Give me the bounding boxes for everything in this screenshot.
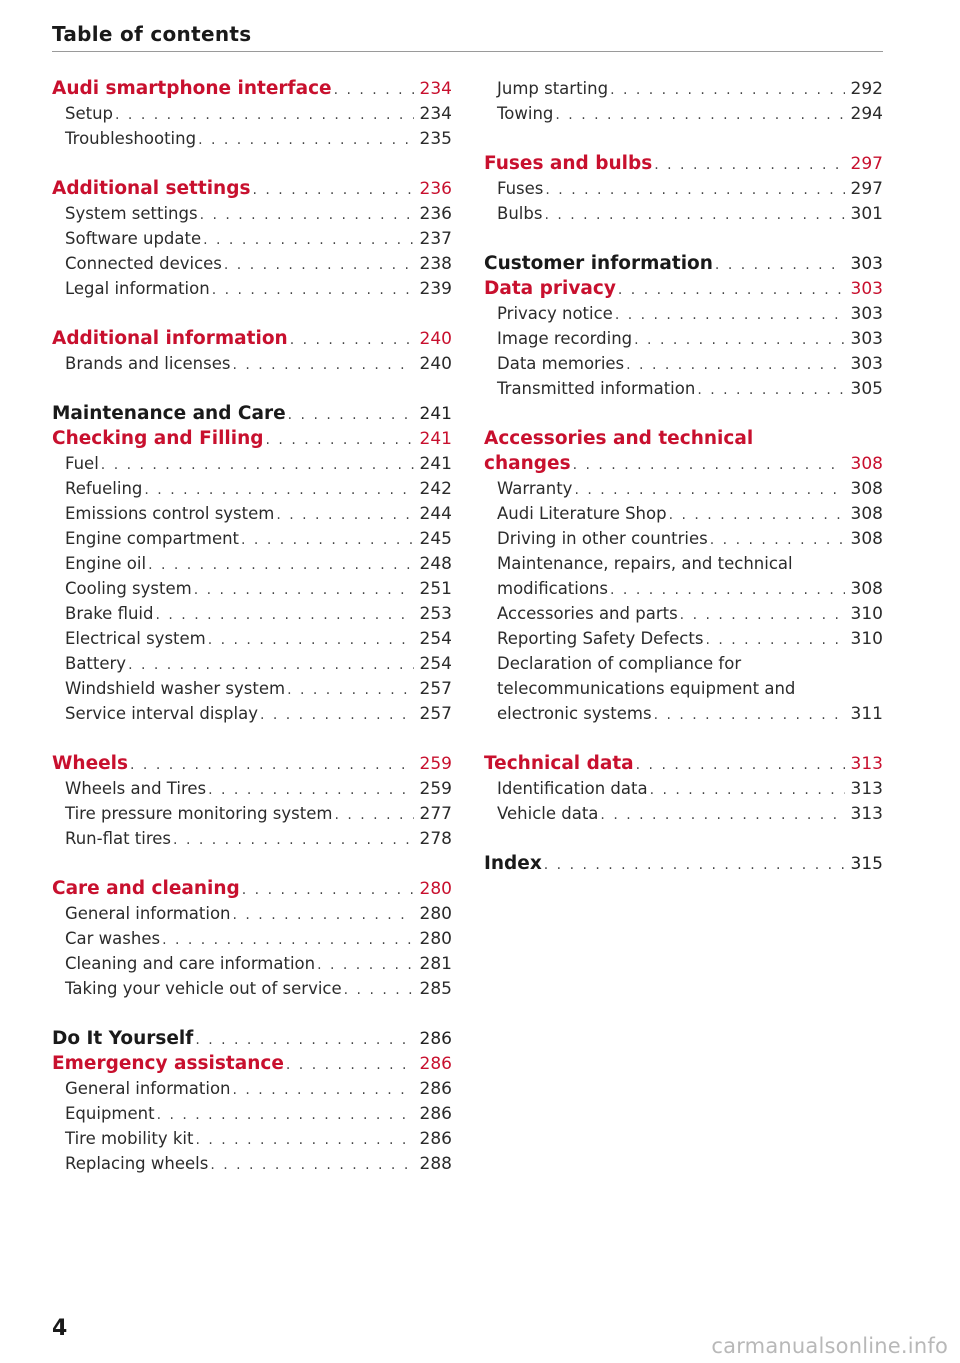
toc-entry[interactable] bbox=[52, 926, 452, 951]
toc-page: 303 bbox=[850, 279, 883, 299]
toc-page: 313 bbox=[850, 804, 883, 824]
toc-page: 294 bbox=[850, 104, 883, 124]
toc-page: 303 bbox=[850, 354, 883, 374]
leader-dots bbox=[157, 1103, 414, 1128]
toc-section[interactable] bbox=[484, 751, 883, 776]
toc-entry[interactable] bbox=[484, 701, 883, 726]
leader-dots bbox=[212, 278, 414, 303]
toc-page: 235 bbox=[419, 129, 452, 149]
toc-page: 303 bbox=[850, 304, 883, 324]
spacer bbox=[484, 226, 883, 251]
leader-dots bbox=[545, 178, 845, 203]
leader-dots bbox=[654, 153, 845, 178]
toc-title: Towing bbox=[497, 104, 554, 123]
toc-title: Emissions control system bbox=[65, 504, 275, 523]
toc-entry[interactable] bbox=[52, 526, 452, 551]
toc-title: modifications bbox=[497, 579, 609, 598]
leader-dots bbox=[200, 203, 414, 228]
toc-page: 248 bbox=[419, 554, 452, 574]
leader-dots bbox=[224, 253, 414, 278]
toc-entry[interactable] bbox=[484, 576, 883, 601]
leader-dots bbox=[266, 428, 414, 453]
leader-dots bbox=[128, 653, 414, 678]
toc-title: Fuses and bulbs bbox=[484, 153, 653, 174]
toc-entry[interactable] bbox=[52, 901, 452, 926]
toc-entry[interactable] bbox=[52, 1101, 452, 1126]
toc-entry[interactable] bbox=[52, 551, 452, 576]
toc-title: Identification data bbox=[497, 779, 648, 798]
toc-entry[interactable] bbox=[484, 76, 883, 101]
toc-title: Fuses bbox=[497, 179, 544, 198]
toc-entry[interactable] bbox=[484, 176, 883, 201]
toc-page: 292 bbox=[850, 79, 883, 99]
toc-page: 301 bbox=[850, 204, 883, 224]
toc-page: 285 bbox=[419, 979, 452, 999]
leader-dots bbox=[669, 503, 845, 528]
toc-title: Electrical system bbox=[65, 629, 206, 648]
toc-page: 236 bbox=[419, 204, 452, 224]
toc-title: Technical data bbox=[484, 753, 634, 774]
leader-dots bbox=[286, 1053, 414, 1078]
toc-page: 241 bbox=[419, 429, 452, 449]
toc-page: 313 bbox=[850, 779, 883, 799]
toc-page: 278 bbox=[419, 829, 452, 849]
toc-entry-line[interactable]: Declaration of compliance for bbox=[497, 654, 742, 673]
toc-title: Wheels bbox=[52, 753, 129, 774]
leader-dots bbox=[600, 803, 845, 828]
toc-title: Taking your vehicle out of service bbox=[65, 979, 342, 998]
toc-page: 236 bbox=[419, 179, 452, 199]
leader-dots bbox=[144, 478, 414, 503]
leader-dots bbox=[705, 628, 845, 653]
toc-entry[interactable] bbox=[52, 576, 452, 601]
toc-page: 234 bbox=[419, 104, 452, 124]
leader-dots bbox=[344, 978, 414, 1003]
leader-dots bbox=[101, 453, 414, 478]
toc-entry[interactable] bbox=[484, 601, 883, 626]
toc-title: Bulbs bbox=[497, 204, 543, 223]
leader-dots bbox=[130, 753, 414, 778]
toc-page: 297 bbox=[850, 179, 883, 199]
toc-entry[interactable] bbox=[52, 276, 452, 301]
toc-page: 308 bbox=[850, 454, 883, 474]
toc-entry[interactable] bbox=[484, 801, 883, 826]
leader-dots bbox=[276, 503, 414, 528]
toc-title: Checking and Filling bbox=[52, 428, 264, 449]
toc-page: 286 bbox=[419, 1029, 452, 1049]
leader-dots bbox=[232, 353, 414, 378]
leader-dots bbox=[334, 78, 414, 103]
toc-section[interactable] bbox=[484, 151, 883, 176]
toc-entry[interactable] bbox=[52, 676, 452, 701]
leader-dots bbox=[253, 178, 415, 203]
toc-page: 234 bbox=[419, 79, 452, 99]
toc-entry[interactable] bbox=[52, 1076, 452, 1101]
leader-dots bbox=[203, 228, 414, 253]
toc-section[interactable] bbox=[52, 426, 452, 451]
toc-page: 239 bbox=[419, 279, 452, 299]
toc-title: Car washes bbox=[65, 929, 161, 948]
toc-page: 254 bbox=[419, 629, 452, 649]
toc-page: 288 bbox=[419, 1154, 452, 1174]
toc-title: General information bbox=[65, 1079, 231, 1098]
spacer bbox=[52, 726, 452, 751]
toc-title: Transmitted information bbox=[497, 379, 696, 398]
leader-dots bbox=[173, 828, 414, 853]
toc-title: Service interval display bbox=[65, 704, 258, 723]
toc-title: Warranty bbox=[497, 479, 573, 498]
toc-title: Do It Yourself bbox=[52, 1028, 194, 1049]
leader-dots bbox=[195, 1128, 414, 1153]
toc-page: 310 bbox=[850, 604, 883, 624]
toc-title: Replacing wheels bbox=[65, 1154, 209, 1173]
toc-page: 241 bbox=[419, 454, 452, 474]
toc-page: 311 bbox=[850, 704, 883, 724]
toc-title: Vehicle data bbox=[497, 804, 599, 823]
toc-title: Privacy notice bbox=[497, 304, 613, 323]
toc-title: Windshield washer system bbox=[65, 679, 286, 698]
toc-title: General information bbox=[65, 904, 231, 923]
toc-title: Brands and licenses bbox=[65, 354, 231, 373]
toc-entry[interactable] bbox=[484, 351, 883, 376]
watermark: carmanualsonline.info bbox=[711, 1334, 948, 1358]
spacer bbox=[484, 826, 883, 851]
leader-dots bbox=[710, 528, 845, 553]
toc-entry[interactable] bbox=[52, 451, 452, 476]
leader-dots bbox=[208, 778, 414, 803]
leader-dots bbox=[194, 578, 414, 603]
toc-entry[interactable] bbox=[52, 251, 452, 276]
toc-chapter[interactable] bbox=[52, 1026, 452, 1051]
toc-title: Audi smartphone interface bbox=[52, 78, 332, 99]
leader-dots bbox=[334, 803, 414, 828]
toc-title: Reporting Safety Defects bbox=[497, 629, 704, 648]
spacer bbox=[52, 851, 452, 876]
toc-title: Run-flat tires bbox=[65, 829, 172, 848]
toc-entry[interactable] bbox=[52, 226, 452, 251]
toc-entry[interactable] bbox=[52, 476, 452, 501]
toc-title: Tire pressure monitoring system bbox=[65, 804, 333, 823]
toc-title: Additional settings bbox=[52, 178, 251, 199]
toc-title: Image recording bbox=[497, 329, 633, 348]
leader-dots bbox=[260, 703, 414, 728]
toc-title: Refueling bbox=[65, 479, 143, 498]
leader-dots bbox=[615, 303, 845, 328]
toc-page: 251 bbox=[419, 579, 452, 599]
toc-page: 280 bbox=[419, 904, 452, 924]
toc-title: Care and cleaning bbox=[52, 878, 240, 899]
toc-left-column bbox=[52, 76, 452, 1176]
toc-page: 242 bbox=[419, 479, 452, 499]
leader-dots bbox=[195, 1028, 414, 1053]
toc-title: electronic systems bbox=[497, 704, 652, 723]
toc-title: Accessories and parts bbox=[497, 604, 678, 623]
leader-dots bbox=[317, 953, 414, 978]
toc-section[interactable] bbox=[52, 76, 452, 101]
toc-title: Index bbox=[484, 853, 542, 874]
toc-title: Jump starting bbox=[497, 79, 609, 98]
toc-entry[interactable] bbox=[52, 1126, 452, 1151]
toc-page: 315 bbox=[850, 854, 883, 874]
leader-dots bbox=[208, 628, 414, 653]
leader-dots bbox=[233, 1078, 415, 1103]
toc-entry[interactable] bbox=[52, 1151, 452, 1176]
leader-dots bbox=[544, 853, 845, 878]
toc-page: 310 bbox=[850, 629, 883, 649]
toc-page: 257 bbox=[419, 679, 452, 699]
toc-section[interactable] bbox=[52, 176, 452, 201]
toc-page: 259 bbox=[419, 779, 452, 799]
toc-page: 308 bbox=[850, 479, 883, 499]
leader-dots bbox=[555, 103, 845, 128]
toc-section-heading[interactable]: Accessories and technical bbox=[484, 428, 754, 449]
toc-chapter[interactable] bbox=[484, 851, 883, 876]
spacer bbox=[52, 151, 452, 176]
toc-page: 281 bbox=[419, 954, 452, 974]
toc-page: 297 bbox=[850, 154, 883, 174]
toc-page: 286 bbox=[419, 1079, 452, 1099]
toc-title: Connected devices bbox=[65, 254, 222, 273]
leader-dots bbox=[650, 778, 845, 803]
spacer bbox=[484, 126, 883, 151]
toc-page: 259 bbox=[419, 754, 452, 774]
toc-page: 308 bbox=[850, 579, 883, 599]
toc-entry[interactable] bbox=[484, 476, 883, 501]
toc-title: Equipment bbox=[65, 1104, 155, 1123]
leader-dots bbox=[210, 1153, 414, 1178]
toc-title: Engine compartment bbox=[65, 529, 240, 548]
toc-section[interactable] bbox=[52, 326, 452, 351]
toc-entry[interactable] bbox=[484, 526, 883, 551]
toc-entry[interactable] bbox=[52, 601, 452, 626]
toc-title: System settings bbox=[65, 204, 198, 223]
leader-dots bbox=[626, 353, 845, 378]
toc-page: 303 bbox=[850, 329, 883, 349]
leader-dots bbox=[573, 453, 845, 478]
spacer bbox=[52, 1001, 452, 1026]
toc-title: Legal information bbox=[65, 279, 210, 298]
toc-entry[interactable] bbox=[52, 101, 452, 126]
leader-dots bbox=[715, 253, 845, 278]
toc-title: Engine oil bbox=[65, 554, 147, 573]
toc-entry[interactable] bbox=[52, 651, 452, 676]
toc-entry[interactable] bbox=[484, 376, 883, 401]
toc-entry[interactable] bbox=[484, 776, 883, 801]
leader-dots bbox=[697, 378, 845, 403]
toc-title: Additional information bbox=[52, 328, 288, 349]
toc-section[interactable] bbox=[52, 1051, 452, 1076]
leader-dots bbox=[156, 603, 415, 628]
toc-entry[interactable] bbox=[52, 201, 452, 226]
toc-entry-line[interactable]: Maintenance, repairs, and technical bbox=[497, 554, 793, 573]
toc-page: 240 bbox=[419, 329, 452, 349]
toc-title: Audi Literature Shop bbox=[497, 504, 667, 523]
toc-title: Cooling system bbox=[65, 579, 192, 598]
leader-dots bbox=[574, 478, 845, 503]
leader-dots bbox=[233, 903, 415, 928]
toc-title: Tire mobility kit bbox=[65, 1129, 194, 1148]
header-divider bbox=[52, 51, 883, 52]
toc-chapter[interactable] bbox=[484, 251, 883, 276]
leader-dots bbox=[198, 128, 414, 153]
toc-entry[interactable] bbox=[484, 201, 883, 226]
leader-dots bbox=[636, 753, 845, 778]
toc-title: Cleaning and care information bbox=[65, 954, 316, 973]
spacer bbox=[52, 301, 452, 326]
toc-entry[interactable] bbox=[484, 326, 883, 351]
toc-page: 254 bbox=[419, 654, 452, 674]
page-title: Table of contents bbox=[52, 22, 252, 46]
toc-title: Emergency assistance bbox=[52, 1053, 284, 1074]
spacer bbox=[484, 401, 883, 426]
toc-entry[interactable] bbox=[52, 826, 452, 851]
toc-page: 240 bbox=[419, 354, 452, 374]
spacer bbox=[484, 726, 883, 751]
toc-page: 241 bbox=[419, 404, 452, 424]
toc-entry[interactable] bbox=[484, 501, 883, 526]
leader-dots bbox=[148, 553, 414, 578]
toc-page: 237 bbox=[419, 229, 452, 249]
leader-dots bbox=[290, 328, 414, 353]
toc-section[interactable] bbox=[52, 876, 452, 901]
toc-entry[interactable] bbox=[52, 951, 452, 976]
toc-title: Maintenance and Care bbox=[52, 403, 286, 424]
leader-dots bbox=[654, 703, 845, 728]
leader-dots bbox=[618, 278, 845, 303]
toc-entry[interactable] bbox=[52, 351, 452, 376]
toc-section[interactable] bbox=[484, 451, 883, 476]
toc-entry[interactable] bbox=[52, 501, 452, 526]
toc-title: Battery bbox=[65, 654, 127, 673]
toc-page: 313 bbox=[850, 754, 883, 774]
toc-entry[interactable] bbox=[484, 301, 883, 326]
toc-page: 286 bbox=[419, 1104, 452, 1124]
toc-page: 308 bbox=[850, 529, 883, 549]
toc-section[interactable] bbox=[52, 751, 452, 776]
leader-dots bbox=[115, 103, 414, 128]
leader-dots bbox=[634, 328, 845, 353]
toc-entry[interactable] bbox=[52, 976, 452, 1001]
leader-dots bbox=[680, 603, 845, 628]
toc-entry-line[interactable]: telecommunications equipment and bbox=[497, 679, 796, 698]
toc-page: 245 bbox=[419, 529, 452, 549]
toc-title: Customer information bbox=[484, 253, 713, 274]
toc-title: changes bbox=[484, 453, 571, 474]
toc-entry[interactable] bbox=[52, 126, 452, 151]
toc-page: 303 bbox=[850, 254, 883, 274]
toc-title: Wheels and Tires bbox=[65, 779, 207, 798]
toc-entry[interactable] bbox=[52, 776, 452, 801]
toc-title: Fuel bbox=[65, 454, 99, 473]
toc-entry[interactable] bbox=[52, 701, 452, 726]
toc-page: 257 bbox=[419, 704, 452, 724]
toc-entry[interactable] bbox=[484, 101, 883, 126]
toc-page: 277 bbox=[419, 804, 452, 824]
toc-right-column bbox=[484, 76, 883, 876]
leader-dots bbox=[288, 403, 414, 428]
toc-page: 253 bbox=[419, 604, 452, 624]
toc-page: 286 bbox=[419, 1129, 452, 1149]
toc-entry[interactable] bbox=[484, 626, 883, 651]
spacer bbox=[52, 376, 452, 401]
toc-page: 308 bbox=[850, 504, 883, 524]
toc-title: Data privacy bbox=[484, 278, 616, 299]
page-number: 4 bbox=[52, 1316, 68, 1341]
toc-entry[interactable] bbox=[52, 626, 452, 651]
toc-page: 280 bbox=[419, 929, 452, 949]
leader-dots bbox=[287, 678, 414, 703]
toc-chapter[interactable] bbox=[52, 401, 452, 426]
toc-page: 286 bbox=[419, 1054, 452, 1074]
toc-title: Brake fluid bbox=[65, 604, 154, 623]
toc-entry[interactable] bbox=[52, 801, 452, 826]
toc-title: Setup bbox=[65, 104, 114, 123]
leader-dots bbox=[544, 203, 845, 228]
toc-page: 280 bbox=[419, 879, 452, 899]
leader-dots bbox=[610, 578, 845, 603]
toc-title: Troubleshooting bbox=[65, 129, 197, 148]
toc-title: Driving in other countries bbox=[497, 529, 708, 548]
toc-section[interactable] bbox=[484, 276, 883, 301]
toc-title: Software update bbox=[65, 229, 202, 248]
toc-page: 244 bbox=[419, 504, 452, 524]
leader-dots bbox=[610, 78, 845, 103]
toc-page: 238 bbox=[419, 254, 452, 274]
leader-dots bbox=[242, 878, 414, 903]
leader-dots bbox=[241, 528, 414, 553]
toc-title: Data memories bbox=[497, 354, 625, 373]
toc-page: 305 bbox=[850, 379, 883, 399]
leader-dots bbox=[162, 928, 414, 953]
